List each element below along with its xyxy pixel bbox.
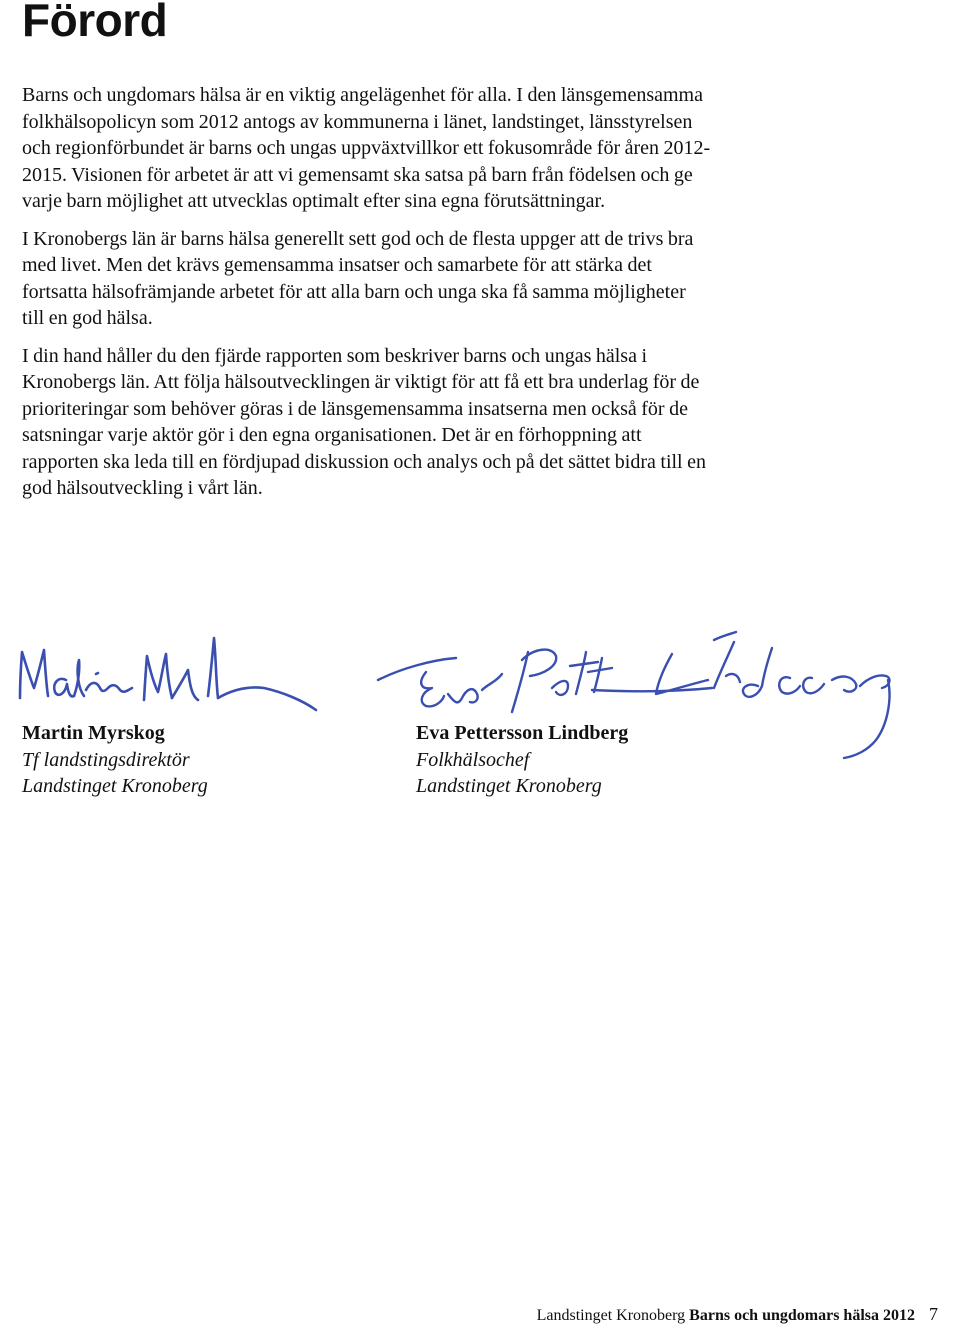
page-footer [537,1303,938,1327]
signature-martin-myrskog [12,630,332,720]
page-title: Förord [22,0,168,46]
paragraph-1: Barns och ungdomars hälsa är en viktig angelägenhet för alla. I den länsgemensamma folkhälsopolicyn som 2012 antogs av kommunerna i länet, landstinget, länsstyrelsen och regionförbundet är barns och ungas uppväxtvillkor ett fokusområde för åren 2012-2015. Visionen för arbetet är att vi gemensamt ska satsa på barn från födelsen och ge varje barn möjlighet att utvecklas optimalt efter sina egna förutsättningar. [22,84,711,212]
signatory-name: Martin Myrskog [22,722,165,744]
page-number: 7 [929,1304,938,1324]
signatory-name: Eva Pettersson Lindberg [416,722,629,744]
signatory-organization: Landstinget Kronoberg [416,775,602,797]
footer-publisher: Landstinget Kronoberg [536,1307,686,1324]
signatory-role: Tf landstingsdirektör [22,748,190,771]
signatory-organization: Landstinget Kronoberg [22,775,208,797]
signatory-role: Folkhälsochef [416,748,530,771]
paragraph-2: I Kronobergs län är barns hälsa generellt sett god och de flesta uppger att de trivs bra med livet. Men det krävs gemensamma insatser och samarbete för att stärka det fortsatta hälsofrämjande arbetet för att alla barn och unga ska få samma möjligheter till en god hälsa. [22,227,694,329]
preface-body [22,82,712,513]
footer-publication-title: Barns och ungdomars hälsa 2012 [689,1307,915,1324]
signature-1-drawing [12,630,332,720]
paragraph-3: I din hand håller du den fjärde rapporten som beskriver barns och ungas hälsa i Kronobergs län. Att följa hälsoutvecklingen är viktigt för att få ett bra underlag för de prioriteringar som behöver göras i de länsgemensamma insatserna men också för de satsningar varje aktör gör i den egna organisationen. Det är en förhoppning att rapporten ska leda till en fördjupad diskussion och analys och på det sättet bidra till en god hälsoutveckling i vårt län. [22,344,706,499]
signatory-eva-pettersson-lindberg [416,720,628,800]
signatory-martin-myrskog [22,720,208,800]
